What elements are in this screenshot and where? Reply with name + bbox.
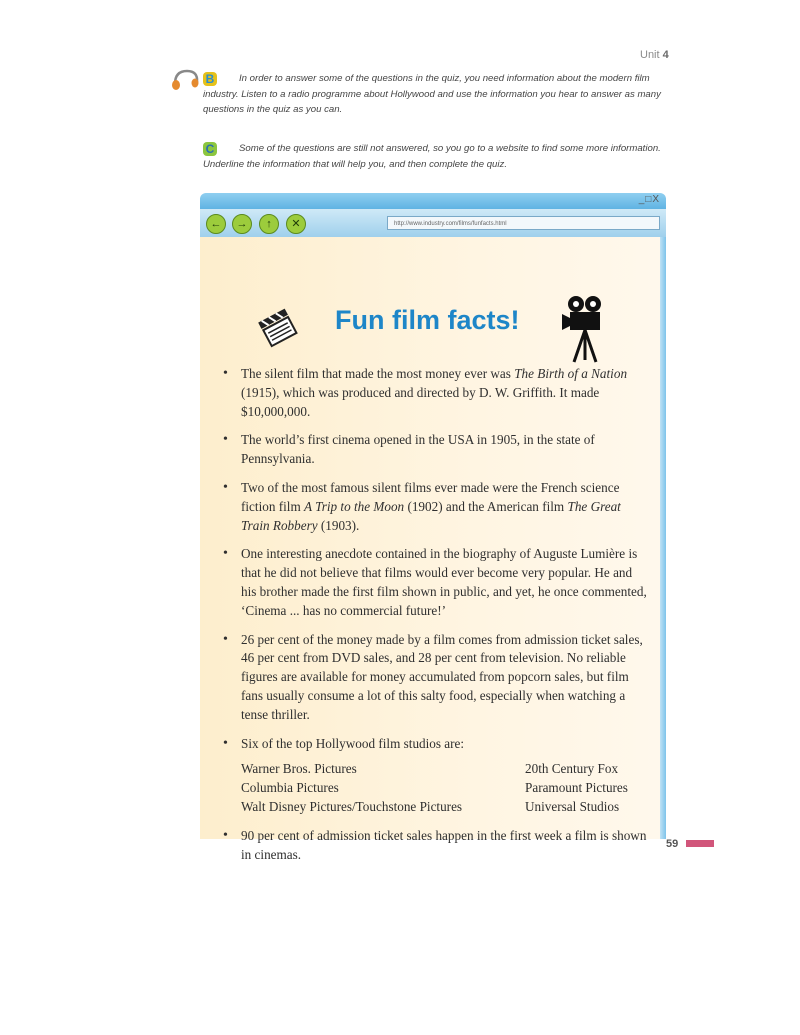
page-title: Fun film facts! <box>335 305 520 335</box>
scrollbar[interactable] <box>660 237 666 839</box>
clapperboard-icon <box>257 308 299 348</box>
unit-label: Unit 4 <box>640 49 669 61</box>
fun-facts-list <box>223 365 649 874</box>
stop-icon[interactable]: ✕ <box>286 214 306 234</box>
studio-name: Universal Studios <box>525 798 620 814</box>
browser-window <box>200 193 666 862</box>
task-c-instructions: C Some of the questions are still not answered, so you go to a website to find some more information. Underline the information that will help you, and then complete the quiz. <box>203 142 661 170</box>
page-number: 59 <box>666 838 679 850</box>
list-item: • 90 per cent of admission ticket sales happen in the first week a film is shown in cinemas. <box>223 827 649 865</box>
studio-name: Paramount Pictures <box>525 780 628 796</box>
browser-toolbar <box>200 209 666 237</box>
task-c-badge: C <box>203 142 217 156</box>
browser-titlebar <box>200 193 666 209</box>
page-number-bar <box>686 840 714 847</box>
list-item: • The silent film that made the most money ever was The Birth of a Nation (1915), which was produced and directed by D. W. Griffith. It made $10,000,000. <box>223 365 649 421</box>
studios-list <box>241 760 649 816</box>
list-item: • Six of the top Hollywood film studios are: Warner Bros. Pictures 20th Century Fox Columbia Pictures Paramount Pictures Walt Disney Pictures/Touchstone Pictures Universal Studios <box>223 735 649 817</box>
list-item: • 26 per cent of the money made by a film comes from admission ticket sales, 46 per cent from DVD sales, and 28 per cent from television. No reliable figures are available for money accumulated from popcorn sales, but film fans usually consume a lot of this salty food, especially when watching a tense thriller. <box>223 631 649 725</box>
studio-name: Walt Disney Pictures/Touchstone Pictures <box>241 798 463 814</box>
studio-name: Warner Bros. Pictures <box>241 761 357 777</box>
film-camera-icon <box>560 294 610 364</box>
forward-arrow-icon[interactable]: → <box>232 214 252 234</box>
back-arrow-icon[interactable]: ← <box>206 214 226 234</box>
task-b-badge: B <box>203 72 217 86</box>
studio-name: 20th Century Fox <box>525 761 619 777</box>
task-b-instructions: B In order to answer some of the questions in the quiz, you need information about the modern film industry. Listen to a radio programme about Hollywood and use the information you hear to answer as many questions in the quiz as you can. <box>203 72 661 115</box>
address-bar[interactable]: http://www.industry.com/films/funfacts.html <box>387 216 660 230</box>
window-controls[interactable]: _□X <box>638 194 660 205</box>
studio-name: Columbia Pictures <box>241 780 339 796</box>
list-item: • The world’s first cinema opened in the USA in 1905, in the state of Pennsylvania. <box>223 431 649 469</box>
headphones-icon <box>170 68 200 92</box>
web-page-content <box>200 237 660 862</box>
list-item: • Two of the most famous silent films ever made were the French science fiction film A Trip to the Moon (1902) and the American film The Great Train Robbery (1903). <box>223 479 649 535</box>
list-item: • One interesting anecdote contained in the biography of Auguste Lumière is that he did not believe that films would ever become very popular. He and his brother made the first film shown in public, and yet, he once commented, ‘Cinema ... has no commercial future!’ <box>223 545 649 620</box>
up-arrow-icon[interactable]: ↑ <box>259 214 279 234</box>
